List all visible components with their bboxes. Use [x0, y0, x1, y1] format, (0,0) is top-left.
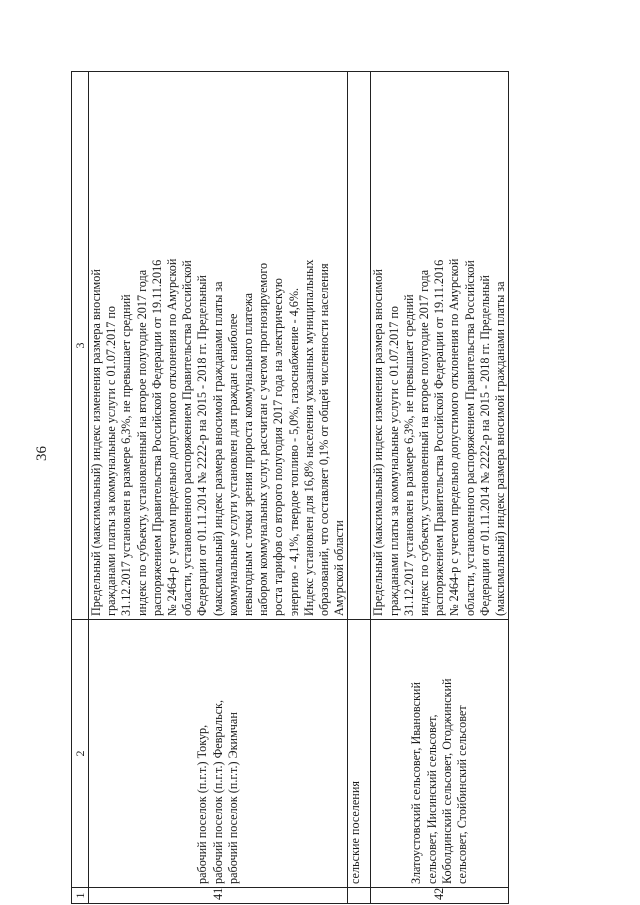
description-line: Индекс установлен для 16,8% населения указанных муниципальных: [301, 259, 316, 616]
landscape-table-container: [71, 72, 508, 904]
description-line: Амурской области: [332, 520, 347, 616]
description-line: роста тарифов со второго полугодия 2017 года на электрическую: [271, 278, 286, 616]
row-number: 42: [371, 888, 509, 904]
municipality-line: Коболдинский сельсовет, Огоджинский: [439, 678, 454, 884]
description-line: гражданами платы за коммунальные услуги с 01.07.2017 по: [386, 305, 401, 616]
section-label: сельские поселения: [348, 620, 371, 888]
tariff-index-table: [71, 71, 509, 904]
description-line: невыгодным с точки зрения прироста коммунального платежа: [241, 292, 256, 616]
table-header-row: [72, 72, 89, 904]
description-line: образований, что составляет 0,1% от общей численности населения: [317, 263, 332, 616]
description-line: 31.12.2017 установлен в размере 6,3%, не превышает средний: [401, 294, 416, 616]
municipality-names: [89, 620, 348, 888]
row-number: 41: [89, 888, 348, 904]
section-row: [348, 72, 371, 904]
description-line: № 2464-р с учетом предельно допустимого отклонения по Амурской: [165, 258, 180, 616]
description-line: набором коммунальных услуг, рассчитан с учетом прогнозируемого: [256, 262, 271, 616]
municipality-line: рабочий поселок (п.г.т.) Токур,: [195, 724, 210, 884]
description-line: 31.12.2017 установлен в размере 6,3%, не превышает средний: [119, 294, 134, 616]
description-line: гражданами платы за коммунальные услуги с 01.07.2017 по: [104, 305, 119, 616]
municipality-line: сельсовет, Стойбинский сельсовет: [455, 705, 470, 884]
description-line: индекс по субъекту, установленный на второе полугодие 2017 года: [417, 269, 432, 616]
description-line: энергию - 4,1%, твердое топливо - 5,0%, газоснабжение - 4,6%.: [286, 287, 301, 616]
description-line: Предельный (максимальный) индекс изменения размера вносимой: [371, 269, 386, 616]
header-col-description: 3: [72, 72, 89, 620]
description-line: коммунальные услуги установлен для граждан с наиболее: [225, 313, 240, 616]
page-number: 36: [34, 446, 50, 461]
municipality-line: рабочий поселок (п.г.т.) Февральск,: [210, 699, 225, 884]
section-empty-cell: [348, 888, 371, 904]
municipality-line: рабочий поселок (п.г.т.) Экимчан: [225, 712, 240, 884]
description-line: Федерации от 01.11.2014 № 2222-р на 2015 - 2018 гг. Предельный: [195, 275, 210, 616]
description-line: области, установленного распоряжением Правительства Российской: [462, 260, 477, 616]
table-row: [89, 72, 348, 904]
header-col-municipality: 2: [72, 620, 89, 888]
municipality-names: [371, 620, 509, 888]
description-line: Федерации от 01.11.2014 № 2222-р на 2015 - 2018 гг. Предельный: [477, 275, 492, 616]
municipality-line: сельсовет, Иисинский сельсовет,: [424, 714, 439, 884]
description-line: № 2464-р с учетом предельно допустимого отклонения по Амурской: [447, 258, 462, 616]
index-description: [89, 72, 348, 620]
municipality-line: Златоустовский сельсовет, Ивановский: [409, 682, 424, 884]
rotated-page-area: [71, 72, 508, 904]
description-line: распоряжением Правительства Российской Федерации от 19.11.2016: [432, 259, 447, 616]
description-line: области, установленного распоряжением Правительства Российской: [180, 260, 195, 616]
header-col-number: 1: [72, 888, 89, 904]
table-row: [371, 72, 509, 904]
description-line: индекс по субъекту, установленный на второе полугодие 2017 года: [134, 269, 149, 616]
section-empty-cell: [348, 72, 371, 620]
description-line: Предельный (максимальный) индекс изменения размера вносимой: [89, 269, 103, 616]
index-description: [371, 72, 509, 620]
description-line: (максимальный) индекс размера вносимой гражданами платы за: [210, 281, 225, 616]
description-line: (максимальный) индекс размера вносимой гражданами платы за: [493, 281, 508, 616]
description-line: распоряжением Правительства Российской Федерации от 19.11.2016: [149, 259, 164, 616]
